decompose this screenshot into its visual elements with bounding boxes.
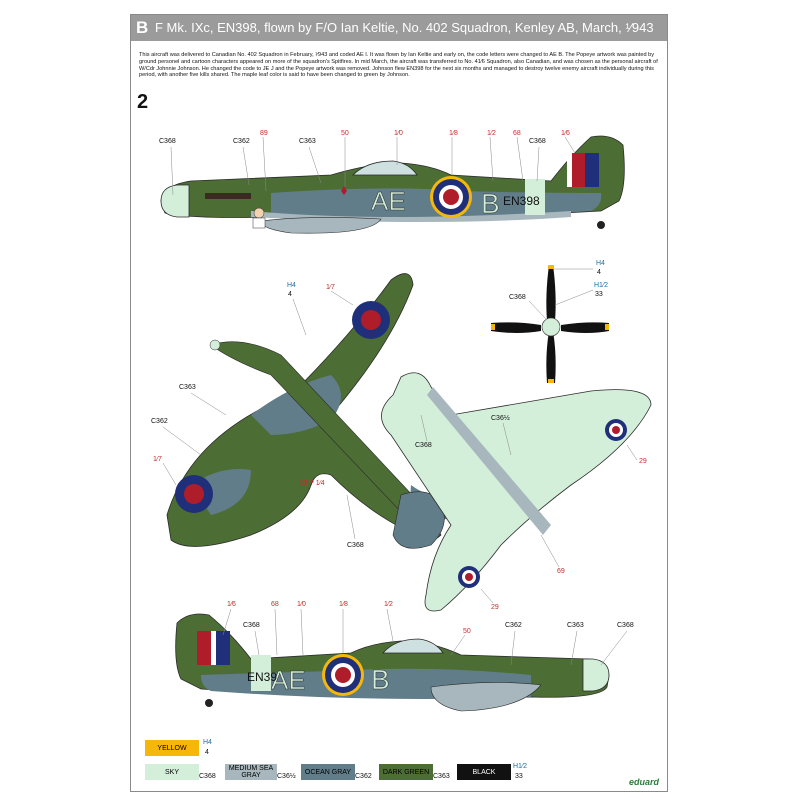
fin-flash-red [571, 153, 585, 187]
top-roundel-2-red [184, 484, 204, 504]
under-roundel-1-red [612, 426, 620, 434]
popeye-artwork [253, 208, 265, 228]
callout-c362-top: C362 [151, 418, 168, 425]
swatch-sky-label: SKY [164, 768, 179, 776]
side-view-starboard [176, 614, 609, 711]
code-b-top: B [481, 188, 500, 219]
swatch-medium-sea-gray [225, 764, 277, 780]
prop-blade-bottom [546, 331, 555, 383]
spinner [161, 185, 189, 217]
starboard-fin-blue [216, 631, 230, 665]
prop-spinner [542, 318, 560, 336]
callout-c363-top: C363 [179, 384, 196, 391]
starboard-spinner [583, 659, 609, 691]
fin-flash-blue [585, 153, 599, 187]
starboard-canopy [383, 639, 443, 653]
prop-tip-top [548, 265, 554, 269]
callout-c368-b1: C368 [243, 622, 260, 629]
msg-code: C36½ [277, 773, 296, 780]
callout-c368-under: C368 [415, 442, 432, 449]
callout-12-bottom: 1⁄2 [384, 601, 393, 608]
wing-under [261, 217, 381, 233]
prop-blade-right [561, 322, 609, 333]
callout-68-bottom: 68 [271, 601, 279, 608]
callout-16: 1⁄6 [561, 130, 570, 137]
callout-29-right: 29 [639, 458, 647, 465]
canopy [353, 161, 417, 175]
callout-4-top: 4 [288, 291, 292, 298]
callout-50: 50 [341, 130, 349, 137]
callout-18-bottom: 1⁄8 [339, 601, 348, 608]
callout-c363-b: C363 [567, 622, 584, 629]
top-spinner [210, 340, 220, 350]
instruction-sheet [130, 14, 668, 792]
callout-c368-1: C368 [159, 138, 176, 145]
propeller-view [491, 260, 609, 383]
callout-89: 89 [260, 130, 268, 137]
callout-c368-top: C368 [347, 542, 364, 549]
callout-50-bottom: 50 [463, 628, 471, 635]
callout-69: 69 [557, 568, 565, 575]
swatch-og-label: OCEAN GRAY [304, 768, 352, 776]
starboard-wing [431, 682, 541, 711]
fin-flash-white [567, 153, 572, 187]
brand-logo: eduard [628, 777, 659, 787]
code-ae-bottom: AE [271, 665, 306, 695]
dg-code: C363 [433, 773, 450, 780]
callout-c362-1: C362 [233, 138, 250, 145]
og-code: C362 [355, 773, 372, 780]
callout-16-bottom: 1⁄6 [227, 601, 236, 608]
serial-top: EN398 [503, 194, 540, 208]
callout-c362-b: C362 [505, 622, 522, 629]
scheme-description: This aircraft was delivered to Canadian No. 402 Squadron in February, ¹⁄943 and coded AE I. It was flown by Ian Keltie and early on, the code letters were changed to AE B. The Popeye artwork was painted by ground personel and cartoon characters appeared on more of the squadron's Spitfires. In mid March, the aircraft was transferred to No. 41⁄6 Squadron, also Canadian, and was chosen as the personal aircraft of W/Cdr Johnnie Johnson. He changed the code to JE J and the Popeye artwork was removed. Johnson flew EN398 for the next six months and managed to destroy twelve enemy aircraft individually during this period, with another five kills shared. The maple leaf color is said to have been changed to green by Johnson. [139, 52, 658, 79]
swatch-yellow-label: YELLOW [157, 744, 187, 752]
callout-c368-prop: C368 [509, 294, 526, 301]
swatch-sky [145, 764, 199, 780]
starboard-tail-wheel [205, 699, 213, 707]
prop-tip-right [605, 324, 609, 330]
callout-17-top: 1⁄7 [326, 284, 335, 291]
callout-c368-2: C368 [529, 138, 546, 145]
serial-bottom: EN39 [247, 670, 278, 684]
exhausts [205, 193, 251, 199]
yellow-code1: H4 [203, 739, 212, 746]
callout-h4-top: H4 [287, 282, 296, 289]
swatch-dg-label: DARK GREEN [382, 768, 430, 776]
prop-blade-top [546, 265, 555, 321]
swatch-yellow [145, 740, 199, 756]
under-roundel-2-red [465, 573, 473, 581]
swatch-msg-label: MEDIUM SEA GRAY [228, 765, 274, 779]
prop-blade-left [491, 322, 541, 333]
yellow-code2: 4 [205, 749, 209, 756]
callout-18-14: 1⁄8 ? 1⁄4 [299, 480, 325, 487]
scheme-title: F Mk. IXc, EN398, flown by F/O Ian Keltie, No. 402 Squadron, Kenley AB, March, ¹⁄943 [155, 20, 654, 35]
aircraft-drawings [131, 15, 668, 792]
callout-17-left: 1⁄7 [153, 456, 162, 463]
tail-wheel [597, 221, 605, 229]
callout-33-prop: 33 [595, 291, 603, 298]
callout-18: 1⁄8 [449, 130, 458, 137]
swatch-dark-green [379, 764, 433, 780]
swatch-black [457, 764, 511, 780]
scheme-letter: B [136, 18, 149, 37]
black-code1: H1⁄2 [513, 763, 528, 770]
callout-h4-prop: H4 [596, 260, 605, 267]
code-ae-top: AE [371, 186, 406, 216]
callout-68: 68 [513, 130, 521, 137]
prop-tip-left [491, 324, 495, 330]
callout-h12-prop: H1⁄2 [594, 282, 609, 289]
page-number: 2 [137, 91, 149, 113]
callout-10: 1⁄0 [394, 130, 403, 137]
callout-c368-b2: C368 [617, 622, 634, 629]
callout-10-bottom: 1⁄0 [297, 601, 306, 608]
sky-code: C368 [199, 773, 216, 780]
side-view-port [161, 136, 624, 233]
starboard-fin-white [211, 631, 216, 665]
callout-c363-1: C363 [299, 138, 316, 145]
prop-tip-bottom [548, 379, 554, 383]
swatch-ocean-gray [301, 764, 355, 780]
fuselage-roundel-red [443, 189, 459, 205]
callout-4-prop: 4 [597, 269, 601, 276]
starboard-fin-red [197, 631, 211, 665]
callout-c36half: C36½ [491, 415, 510, 422]
starboard-roundel-red [335, 667, 351, 683]
callout-29-bottom: 29 [491, 604, 499, 611]
swatch-black-label: BLACK [472, 768, 496, 776]
top-roundel-1-red [361, 310, 381, 330]
callout-12: 1⁄2 [487, 130, 496, 137]
code-b-bottom: B [371, 664, 390, 695]
black-code2: 33 [515, 773, 523, 780]
